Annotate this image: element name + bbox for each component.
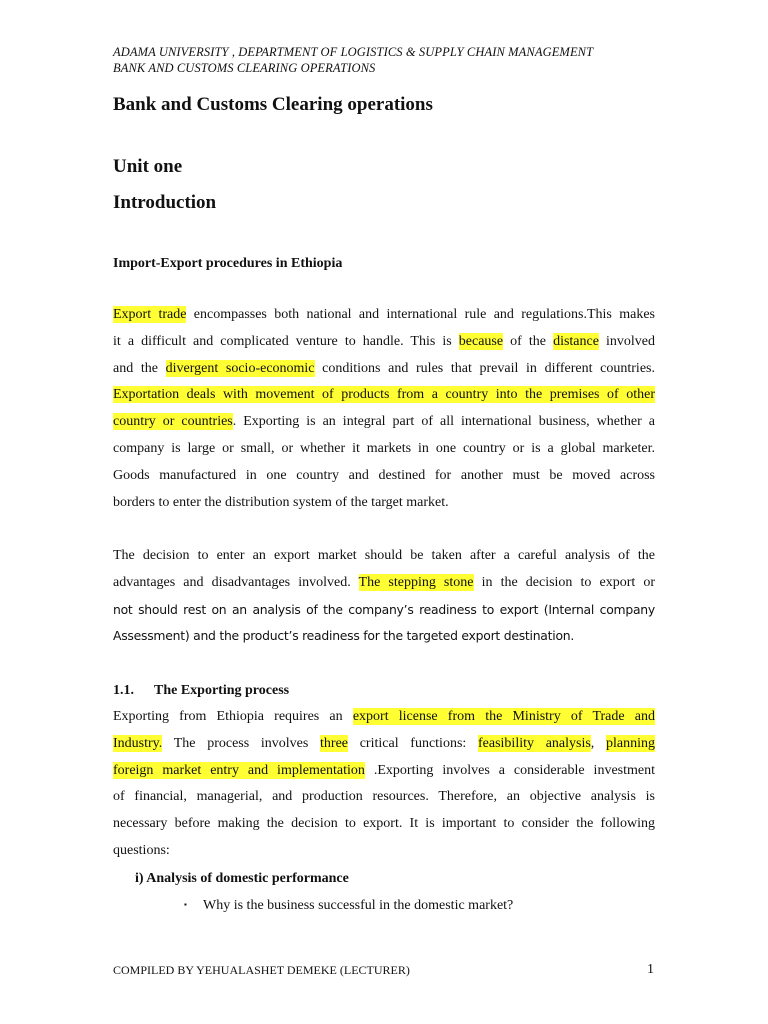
p1-line: company is large or small, or whether it markets in one country or is a global marketer.	[113, 440, 655, 456]
subsection-heading	[113, 683, 289, 699]
p1-line	[113, 329, 655, 356]
subsection-number: 1.1.	[113, 683, 134, 698]
highlight: planning	[606, 735, 656, 751]
text-run: The process involves	[162, 735, 321, 751]
highlight: foreign market entry and implementation	[113, 762, 365, 778]
highlight: because	[458, 333, 504, 349]
document-title: Bank and Customs Clearing operations	[113, 94, 433, 115]
text-run: Exporting from Ethiopia requires an	[113, 709, 353, 724]
page-footer: COMPILED BY YEHUALASHET DEMEKE (LECTURER)	[113, 963, 410, 977]
text-run: critical functions:	[348, 735, 478, 751]
p3-line: necessary before making the decision to export. It is important to consider the following	[113, 816, 655, 832]
highlight: The stepping stone	[358, 574, 474, 590]
text-run: involved	[598, 333, 655, 349]
p2-line: The decision to enter an export market should be taken after a careful analysis of the	[113, 548, 655, 563]
text-run: of the	[503, 333, 554, 349]
text-run: in the decision to export or	[473, 574, 656, 590]
p2-line: Assessment) and the product’s readiness for the targeted export destination.	[113, 628, 575, 644]
page-number: 1	[647, 962, 654, 977]
paragraph-decision	[113, 543, 655, 650]
p1-line	[113, 409, 655, 436]
highlight: feasibility analysis	[478, 735, 591, 751]
highlight: three	[320, 735, 349, 751]
text-run: and the	[113, 360, 166, 376]
text-run: encompasses both national and international rule and regulations.This makes	[186, 307, 655, 322]
p3-line: of financial, managerial, and production resources. Therefore, an objective analysis is	[113, 789, 655, 805]
p3-line	[113, 758, 655, 785]
text-run: ,	[590, 735, 607, 751]
text-run: advantages and disadvantages involved.	[113, 574, 359, 590]
analysis-heading: i) Analysis of domestic performance	[135, 871, 349, 886]
paragraph-exporting-process	[113, 704, 655, 865]
highlight: export license from the Ministry of Trade and	[352, 709, 656, 724]
text-run: . Exporting is an integral part of all international business, whether a	[232, 414, 655, 430]
p2-line	[113, 570, 655, 597]
text-run: .Exporting involves a considerable investment	[364, 762, 655, 778]
bullet-marker: ▪	[184, 900, 187, 909]
p1-line	[113, 382, 655, 409]
p1-line	[113, 356, 655, 383]
p3-line	[113, 731, 655, 758]
unit-heading: Unit one	[113, 156, 183, 177]
text-run: conditions and rules that prevail in different countries.	[314, 360, 655, 376]
p3-line: questions:	[113, 842, 170, 858]
p2-line: not should rest on an analysis of the company’s readiness to export (Internal company	[113, 601, 655, 617]
section-heading: Import-Export procedures in Ethiopia	[113, 256, 343, 271]
bullet-item: Why is the business successful in the domestic market?	[203, 898, 514, 913]
p3-line	[113, 704, 655, 731]
running-header-line2: BANK AND CUSTOMS CLEARING OPERATIONS	[113, 61, 376, 75]
highlight: distance	[553, 333, 599, 349]
highlight: Industry.	[113, 735, 163, 751]
highlight: Export trade	[113, 307, 187, 322]
highlight: divergent socio-economic	[165, 360, 315, 376]
paragraph-export-trade	[113, 302, 655, 516]
subsection-title: The Exporting process	[154, 683, 290, 698]
p1-line: Goods manufactured in one country and destined for another must be moved across	[113, 467, 655, 483]
p1-line	[113, 302, 655, 329]
text-run: it a difficult and complicated venture to handle. This is	[113, 333, 459, 349]
introduction-heading: Introduction	[113, 192, 217, 213]
p1-line: borders to enter the distribution system of the target market.	[113, 494, 449, 510]
running-header-line1: ADAMA UNIVERSITY , DEPARTMENT OF LOGISTICS & SUPPLY CHAIN MANAGEMENT	[113, 45, 594, 59]
highlight: country or countries	[113, 414, 233, 430]
highlight: Exportation deals with movement of products from a country into the premises of other	[113, 387, 655, 403]
